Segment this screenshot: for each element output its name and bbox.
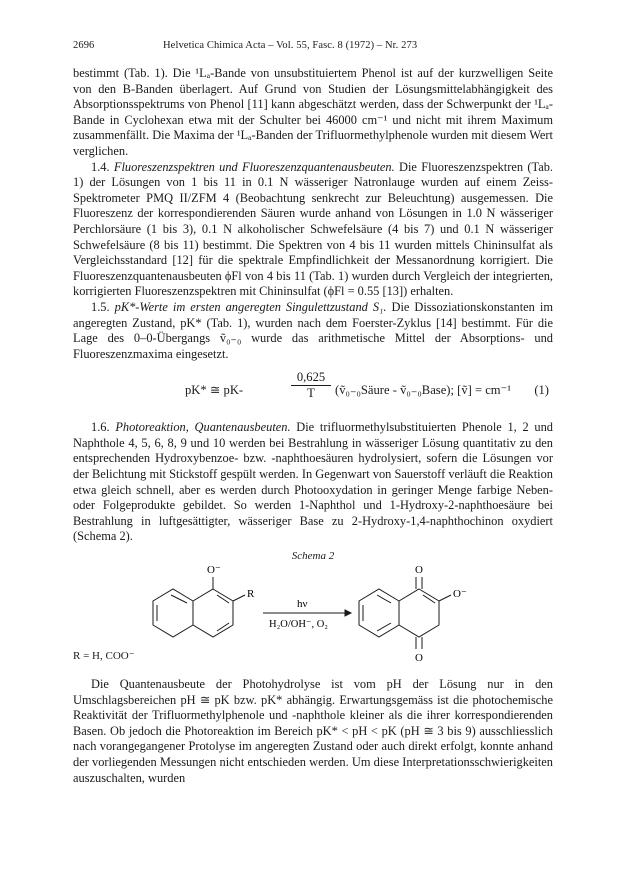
paragraph-1: bestimmt (Tab. 1). Die ¹Lₐ-Bande von unsubstituiertem Phenol ist auf der kurzwelligen Seite von den B-Banden überlagert. Auf Grund von Studien der Lösungsmittelabhängigkeit des Absorptionsspektrums von Phenol [11] kann abgeschätzt werden, dass der Schwerpunkt der ¹Lₐ-Bande in Cyclohexan etwa mit der Schulter bei 46000 cm⁻¹ und nicht mit ihrem Maximum zusammenfällt. Die Maxima der ¹Lₐ-Banden der Trifluormethylphenole wurden mit diesem Wert verglichen. xyxy=(73,66,553,158)
section-title: Photoreaktion, Quantenausbeuten. xyxy=(115,420,291,435)
arrow-condition-bottom: H₂O/OH⁻, O₂ xyxy=(269,619,328,631)
section-title: Fluoreszenzspektren und Fluoreszenzquantenausbeuten. xyxy=(113,159,395,174)
section-text: Die Dissoziationskonstanten im angeregten Zustand, pK* (Tab. 1), wurden nach dem Foerster-Zyklus [14] bestimmt. Für die Lage des 0–0-Übergangs ṽ₀₋₀ wurde das arithmetische Mittel der Absorptions- und Fluoreszenzmaxima eingesetzt. xyxy=(73,299,553,361)
equation-numerator: 0,625 xyxy=(291,370,331,386)
reactant-o-label: O⁻ xyxy=(207,564,221,577)
r-definition: R = H, COO⁻ xyxy=(73,650,135,663)
section-number: 1.6. xyxy=(91,420,110,435)
product-ominus-label: O⁻ xyxy=(453,588,467,601)
equation-lhs: pK* ≅ pK- xyxy=(185,383,244,398)
section-1-6 xyxy=(73,420,553,545)
product-o-top-label: O xyxy=(415,564,423,577)
running-header xyxy=(73,40,551,56)
scheme-title: Schema 2 xyxy=(291,550,335,563)
equation-denominator: T xyxy=(307,386,315,401)
product-o-bottom-label: O xyxy=(415,652,423,665)
section-text: Die Fluoreszenzspektren (Tab. 1) der Lösungen von 1 bis 11 in 0.1 N wässeriger Natronlauge wurden auf einem Zeiss-Spektrometer PMQ II/ZFM 4 (Beobachtung senkrecht zur Beleuchtung) ausgemessen. Die Fluoreszenz der korrespondierenden Säuren wurde anhand von Lösungen in 1.0 N wässeriger Perchlorsäure (1 bis 3), 0.1 N alkoholischer Schwefelsäure (4 bis 7) und 0.1 N wässeriger Schwefelsäure (8 bis 11) bestimmt. Die Spektren von 4 bis 11 wurden mittels Chininsulfat als Vergleichsstandard [12] für die spektrale Empfindlichkeit der Messanordnung korrigiert. Die Fluoreszenzquantenausbeuten ϕFl von 4 bis 11 (Tab. 1) wurden durch Vergleich der integrierten, korrigierten Fluoreszenzspektren mit Chininsulfat (ϕFl = 0.55 [13]) erhalten. xyxy=(73,159,553,299)
equation-label: (1) xyxy=(534,383,549,398)
section-number: 1.4. xyxy=(91,159,110,174)
section-number: 1.5. xyxy=(91,299,110,314)
section-text: Die trifluormethylsubstituierten Phenole 1, 2 und Naphthole 4, 5, 6, 8, 9 und 10 werden bei Bestrahlung in wässeriger Lösung quantitativ zu den entsprechenden Hydroxybenzoe- bzw. -naphthoesäuren hydrolysiert, sofern die Lösungen vor der Belichtung mit Stickstoff gespült werden. In Gegenwart von Sauerstoff verläuft die Reaktion etwa gleich schnell, aber es werden durch Photooxydation in geringer Menge farbige Neben- oder Folgeprodukte gebildet. So werden 1-Naphthol und 1-Hydroxy-2-naphthoesäure bei Bestrahlung in luftgesättigter, wässeriger Base zu 2-Hydroxy-1,4-naphthochinon oxydiert (Schema 2). xyxy=(73,420,553,544)
product-naphthoquinone-structure xyxy=(359,577,451,649)
reactant-naphthol-structure xyxy=(153,577,245,637)
equation-fraction xyxy=(291,370,331,401)
reactant-r-label: R xyxy=(247,588,255,601)
article-body xyxy=(73,66,553,786)
paragraph-final: Die Quantenausbeute der Photohydrolyse ist vom pH der Lösung nur in den Umschlagsbereichen pH ≅ pK bzw. pK* abhängig. Erwartungsgemäss ist die photochemische Reaktivität der Trifluormethylphenole und -naphthole kleiner als die ihrer korrespondierenden Basen. Ob jedoch die Photoreaktion im Bereich pK* < pH < pK (pH ≅ 3 bis 9) ausschliesslich nach vorangegangener Protolyse im angeregten Zustand oder auch direkt erfolgt, konnte anhand der vorliegenden Messungen nicht entschieden werden. Um diese Interpretationsschwierigkeiten auszuschalten, wurden xyxy=(73,677,553,785)
reaction-scheme xyxy=(73,549,553,677)
reaction-arrow xyxy=(263,610,351,616)
page-number: 2696 xyxy=(73,40,95,51)
scheme-drawing xyxy=(73,549,553,677)
section-1-4 xyxy=(73,160,553,300)
section-1-5 xyxy=(73,300,553,362)
equation-1 xyxy=(73,368,553,414)
journal-line: Helvetica Chimica Acta – Vol. 55, Fasc. 8 (1972) – Nr. 273 xyxy=(163,40,418,51)
section-title: pK*-Werte im ersten angeregten Singulettzustand S₁. xyxy=(114,299,387,314)
equation-rest: (ṽ₀₋₀Säure - ṽ₀₋₀Base); [ṽ] = cm⁻¹ xyxy=(335,383,512,398)
arrow-condition-top: hν xyxy=(297,598,308,611)
